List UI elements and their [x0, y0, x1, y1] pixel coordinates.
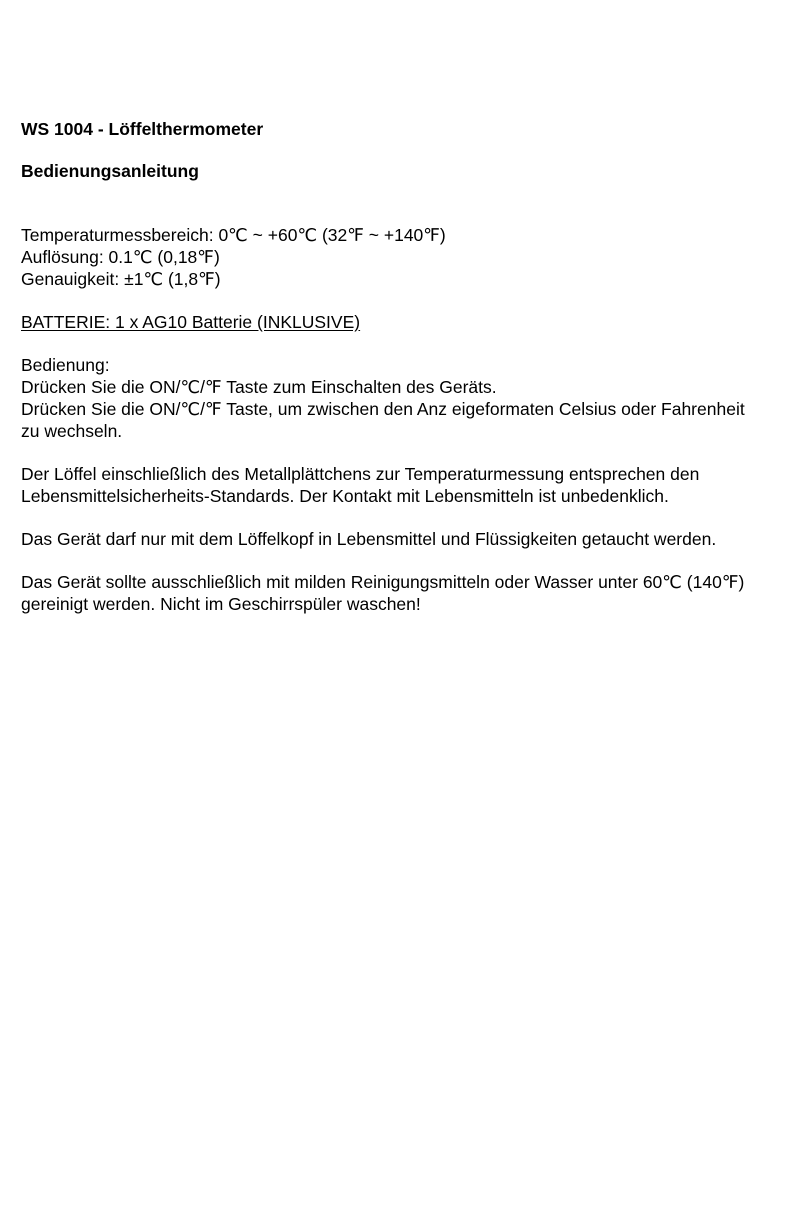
operation-section: [21, 354, 801, 442]
paragraph-line: gereinigt werden. Nicht im Geschirrspüler waschen!: [21, 594, 421, 614]
operation-heading: Bedienung:: [21, 355, 110, 375]
operation-line: zu wechseln.: [21, 421, 123, 441]
battery-info: BATTERIE: 1 x AG10 Batterie (INKLUSIVE): [21, 312, 361, 332]
spacer: [21, 507, 801, 528]
spacer: [21, 182, 801, 224]
paragraph-line: Der Löffel einschließlich des Metallplättchens zur Temperaturmessung entsprechen den: [21, 464, 700, 484]
spacer: [21, 333, 801, 354]
document-page: [21, 118, 801, 615]
spec-accuracy: Genauigkeit: ±1℃ (1,8℉): [21, 269, 221, 289]
spacer: [21, 442, 801, 463]
spacer: [21, 140, 801, 160]
spoon-safety-paragraph: [21, 463, 801, 507]
cleaning-paragraph: [21, 571, 801, 615]
spacer: [21, 290, 801, 311]
operation-line: Drücken Sie die ON/℃/℉ Taste, um zwischen den Anz eigeformaten Celsius oder Fahrenheit: [21, 399, 745, 419]
immersion-paragraph: Das Gerät darf nur mit dem Löffelkopf in Lebensmittel und Flüssigkeiten getaucht werden.: [21, 529, 717, 549]
document-subtitle: Bedienungsanleitung: [21, 161, 199, 181]
spec-measuring-range: Temperaturmessbereich: 0℃ ~ +60℃ (32℉ ~ +140℉): [21, 225, 446, 245]
paragraph-line: Das Gerät sollte ausschließlich mit milden Reinigungsmitteln oder Wasser unter 60℃ (140℉): [21, 572, 745, 592]
document-title: WS 1004 - Löffelthermometer: [21, 119, 264, 139]
specifications: [21, 224, 801, 290]
spacer: [21, 550, 801, 571]
spec-resolution: Auflösung: 0.1℃ (0,18℉): [21, 247, 220, 267]
operation-line: Drücken Sie die ON/℃/℉ Taste zum Einschalten des Geräts.: [21, 377, 497, 397]
paragraph-line: Lebensmittelsicherheits-Standards. Der Kontakt mit Lebensmitteln ist unbedenklich.: [21, 486, 669, 506]
